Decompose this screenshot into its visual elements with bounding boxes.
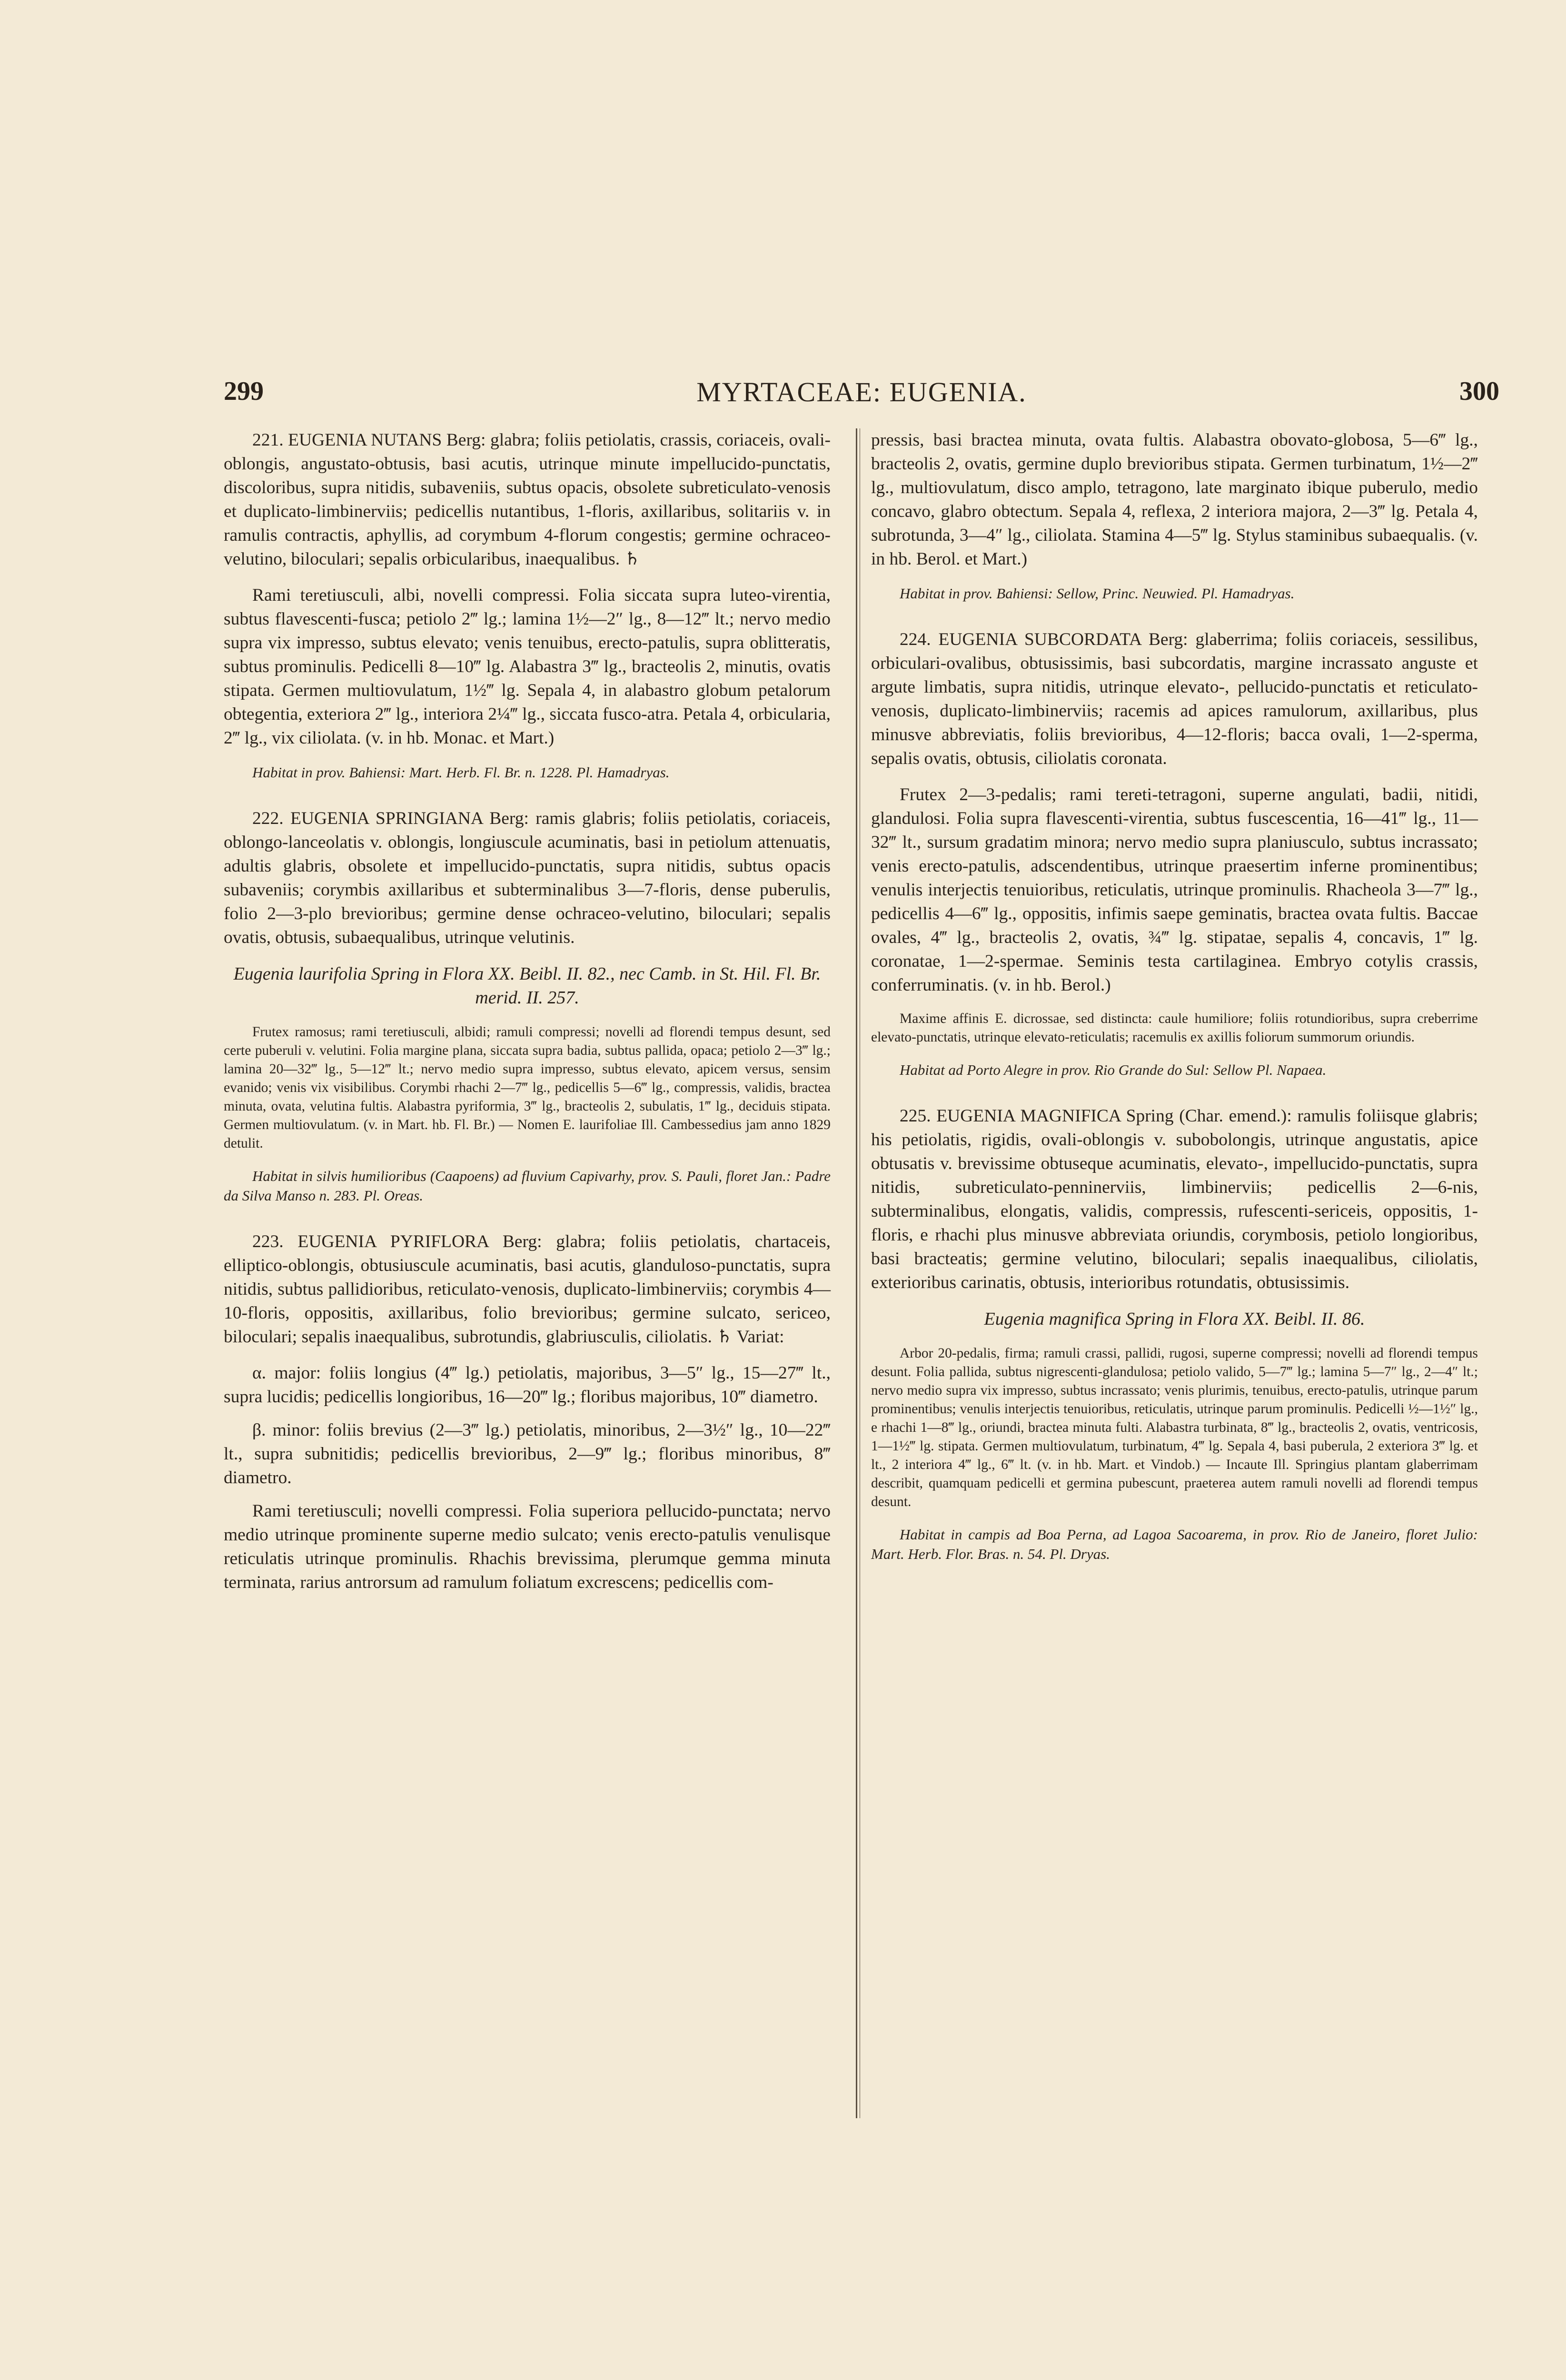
entry-224-description: Frutex 2—3-pedalis; rami tereti-tetragoni, superne angulati, badii, nitidi, glandulosi. Folia supra flavescenti-virentia, subtus fuscescentia, 16—41‴ lg., 11—32‴ lt., sursum gradatim minora; nervo medio supra planiusculo, subtus incrassato; venis erecto-patulis, adscendentibus, utrinque praesertim inferne prominentibus; venulis interjectis tenuioribus, reticulatis, utrinque prominulis. Rhacheola 3—7‴ lg., pedicellis 4—6‴ lg., oppositis, infimis saepe geminatis, bractea ovata fultis. Baccae ovales, 4‴ lg., bracteolis 2, ovatis, ¾‴ lg. stipatae, sepalis 4, concavis, 1‴ lg. coronatae, 1—2-spermae. Seminis testa cartilaginea. Embryo cotylis crassis, conferruminatis. (v. in hb. Berol.): [871, 785, 1478, 995]
entry-223-description: Rami teretiusculi; novelli compressi. Folia superiora pellucido-punctata; nervo medio utrinque prominente superne medio sulcato; venis erecto-patulis venulisque reticulatis utrinque prominulis. Rhachis brevissima, plerumque gemma minuta terminata, rarius antrorsum ad ramulum foliatum excrescens; pedicellis com-: [224, 1501, 831, 1592]
entry-222-diagnosis: 222. EUGENIA SPRINGIANA Berg: ramis glabris; foliis petiolatis, coriaceis, oblongo-lanceolatis v. oblongis, longiuscule acuminatis, basi in petiolum attenuatis, adultis glabris, obsolete et impellucido-punctatis, supra nitidis, subtus opacis subaveniis; corymbis axillaribus et subterminalibus 3—7-floris, dense puberulis, folio 2—3-plo brevioribus; germine dense ochraceo-velutino, biloculari; sepalis ovatis, obtusis, subaequalibus, utrinque velutinis.: [224, 809, 831, 947]
left-page-number: 299: [224, 377, 264, 406]
entry-225-habitat: Habitat in campis ad Boa Perna, ad Lagoa Sacoarema, in prov. Rio de Janeiro, floret Julio: Mart. Herb. Flor. Bras. n. 54. Pl. Dryas.: [871, 1526, 1478, 1562]
entry-222-description: Frutex ramosus; rami teretiusculi, albidi; ramuli compressi; novelli ad florendi tempus desunt, sed certe puberuli v. velutini. Folia margine plana, siccata supra badia, subtus pallida, opaca; petiolo 2—3‴ lg.; lamina 20—32‴ lg., 5—12‴ lt.; nervo medio supra impresso, subtus elevato, apicem versus, sensim evanido; venis vix visibilibus. Corymbi rhachi 2—7‴ lg., pedicellis 5—6‴ lg., compressis, validis, bractea minuta, ovata, velutina fultis. Alabastra pyriformia, 3‴ lg., bracteolis 2, subulatis, 1‴ lg., deciduis stipata. Germen multiovulatum. (v. in Mart. hb. Fl. Br.) — Nomen E. laurifoliae Ill. Cambessedius jam anno 1829 detulit.: [224, 1024, 831, 1151]
entry-224-note: Maxime affinis E. dicrossae, sed distincta: caule humiliore; foliis rotundioribus, supra creberrime elevato-punctatis, utrinque elevato-reticulatis; racemulis ex axillis foliorum summorum oriundis.: [871, 1011, 1478, 1045]
entry-224-diagnosis: 224. EUGENIA SUBCORDATA Berg: glaberrima; foliis coriaceis, sessilibus, orbiculari-ovalibus, obtusissimis, basi subcordatis, margine incrassato anguste et argute limbatis, supra nitidis, utrinque elevato-, pellucido-punctatis et reticulato-venosis, duplicato-limbinerviis; racemis ad apices ramulorum, axillaribus, plus minusve abbreviatis, foliis brevioribus, 4—12-floris; bacca ovali, 1—2-sperma, sepalis ovatis, obtusis, ciliolatis coronata.: [871, 630, 1478, 768]
right-page-number: 300: [1459, 377, 1499, 406]
left-column: [224, 428, 831, 1607]
entry-221-description: Rami teretiusculi, albi, novelli compressi. Folia siccata supra luteo-virentia, subtus flavescenti-fusca; petiolo 2‴ lg.; lamina 1½—2″ lg., 8—12‴ lt.; nervo medio supra vix impresso, subtus elevato; venis tenuibus, erecto-patulis, supra oblitteratis, subtus prominulis. Pedicelli 8—10‴ lg. Alabastra 3‴ lg., bracteolis 2, minutis, ovatis stipata. Germen multiovulatum, 1½‴ lg. Sepala 4, in alabastro globum petalorum obtegentia, exteriora 2‴ lg., interiora 2¼‴ lg., siccata fusco-atra. Petala 4, orbicularia, 2‴ lg., vix ciliolata. (v. in hb. Monac. et Mart.): [224, 585, 831, 748]
entry-224-habitat: Habitat ad Porto Alegre in prov. Rio Grande do Sul: Sellow Pl. Napaea.: [900, 1061, 1327, 1078]
entry-222-synonym: Eugenia laurifolia Spring in Flora XX. Beibl. II. 82., nec Camb. in St. Hil. Fl. Br. merid. II. 257.: [233, 964, 821, 1008]
right-column: [871, 428, 1478, 1588]
page-header: [224, 376, 1499, 419]
entry-223-diagnosis: 223. EUGENIA PYRIFLORA Berg: glabra; foliis petiolatis, chartaceis, elliptico-oblongis, obtusiuscule acuminatis, basi acutis, glanduloso-punctatis, supra nitidis, subtus pallidioribus, reticulato-venosis, duplicato-limbinerviis; corymbis 4—10-floris, oppositis, axillaribus, folio brevioribus; germine sulcato, sericeo, biloculari; sepalis inaequalibus, subrotundis, glabriusculis, ciliolatis. ♄ Variat:: [224, 1232, 831, 1347]
entry-223-variety-minor: β. minor: foliis brevius (2—3‴ lg.) petiolatis, minoribus, 2—3½″ lg., 10—22‴ lt., supra subnitidis; pedicellis brevioribus, 2—9‴ lg.; floribus minoribus, 8‴ diametro.: [224, 1420, 831, 1488]
entry-221-diagnosis: 221. EUGENIA NUTANS Berg: glabra; foliis petiolatis, crassis, coriaceis, ovali-oblongis, angustato-obtusis, basi acutis, utrinque minute impellucido-punctatis, discoloribus, supra nitidis, subaveniis, subtus opacis, obsolete subreticulato-venosis et duplicato-limbinerviis; pedicellis nutantibus, 1-floris, axillaribus, solitariis v. in ramulis contractis, aphyllis, ad corymbum 4-florum congestis; germine ochraceo-velutino, biloculari; sepalis orbicularibus, inaequalibus. ♄: [224, 430, 831, 569]
entry-223-description-continued: pressis, basi bractea minuta, ovata fultis. Alabastra obovato-globosa, 5—6‴ lg., bracteolis 2, ovatis, germine duplo brevioribus stipata. Germen turbinatum, 1½—2‴ lg., multiovulatum, disco amplo, tetragono, late marginato ibique puberulo, medio concavo, glabro obtectum. Sepala 4, reflexa, 2 interiora majora, 2—3‴ lg. Petala 4, subrotunda, 3—4″ lg., ciliolata. Stamina 4—5‴ lg. Stylus staminibus subaequalis. (v. in hb. Berol. et Mart.): [871, 430, 1478, 569]
entry-225-diagnosis: 225. EUGENIA MAGNIFICA Spring (Char. emend.): ramulis foliisque glabris; his petiolatis, rigidis, ovali-oblongis v. subobolongis, utrinque angustatis, apice obtusatis v. brevissime obtuseque acuminatis, elevato-, impellucido-punctatis, supra nitidis, subreticulato-penninerviis, limbinerviis; pedicellis 2—6-nis, subterminalibus, elongatis, validis, compressis, rufescenti-sericeis, oppositis, 1-floris, e rhachi plus minusve abbreviata oriundis, corymbosis, petiolo longioribus, basi bracteatis; germine velutino, biloculari; sepalis inaequalibus, ciliolatis, exterioribus carinatis, obtusis, interioribus rotundatis, obtusissimis.: [871, 1106, 1478, 1292]
entry-225-description: Arbor 20-pedalis, firma; ramuli crassi, pallidi, rugosi, superne compressi; novelli ad florendi tempus desunt. Folia pallida, subtus nigrescenti-glandulosa; petiolo valido, 5—7‴ lg.; lamina 5—7″ lg., 2—4″ lt.; nervo medio supra vix impresso, subtus incrassato; venis plurimis, tenuibus, erecto-patulis, utrinque parum prominentibus; venulis interjectis tenuioribus, reticulatis, utrinque parum prominulis. Pedicelli ½—1½″ lg., e rhachi 1—8‴ lg., oriundi, bractea minuta fulti. Alabastra turbinata, 8‴ lg., bracteolis 2, ovatis, ventricosis, 1—1½‴ lg. stipata. Germen multiovulatum, turbinatum, 4‴ lg. Sepala 4, basi puberula, 2 exteriora 3‴ lg. et lt., 2 interiora 4‴ lg., 6‴ lt. (v. in hb. Mart. et Vindob.) — Incaute Ill. Springius plantam glaberrimam describit, quamquam pedicelli et germina pubescunt, praeterea autem ramuli novelli ad florendi tempus desunt.: [871, 1346, 1478, 1509]
entry-225-synonym: Eugenia magnifica Spring in Flora XX. Beibl. II. 86.: [984, 1309, 1365, 1329]
column-divider: [856, 428, 857, 2118]
entry-223-habitat: Habitat in prov. Bahiensi: Sellow, Princ. Neuwied. Pl. Hamadryas.: [900, 585, 1295, 602]
entry-222-habitat: Habitat in silvis humilioribus (Caapoens) ad fluvium Capivarhy, prov. S. Pauli, floret Jan.: Padre da Silva Manso n. 283. Pl. Oreas.: [224, 1168, 831, 1204]
running-title: MYRTACEAE: EUGENIA.: [696, 377, 1027, 407]
entry-223-variety-major: α. major: foliis longius (4‴ lg.) petiolatis, majoribus, 3—5″ lg., 15—27‴ lt., supra lucidis; pedicellis longioribus, 16—20‴ lg.; floribus majoribus, 10‴ diametro.: [224, 1363, 831, 1407]
entry-221-habitat: Habitat in prov. Bahiensi: Mart. Herb. Fl. Br. n. 1228. Pl. Hamadryas.: [252, 764, 670, 781]
